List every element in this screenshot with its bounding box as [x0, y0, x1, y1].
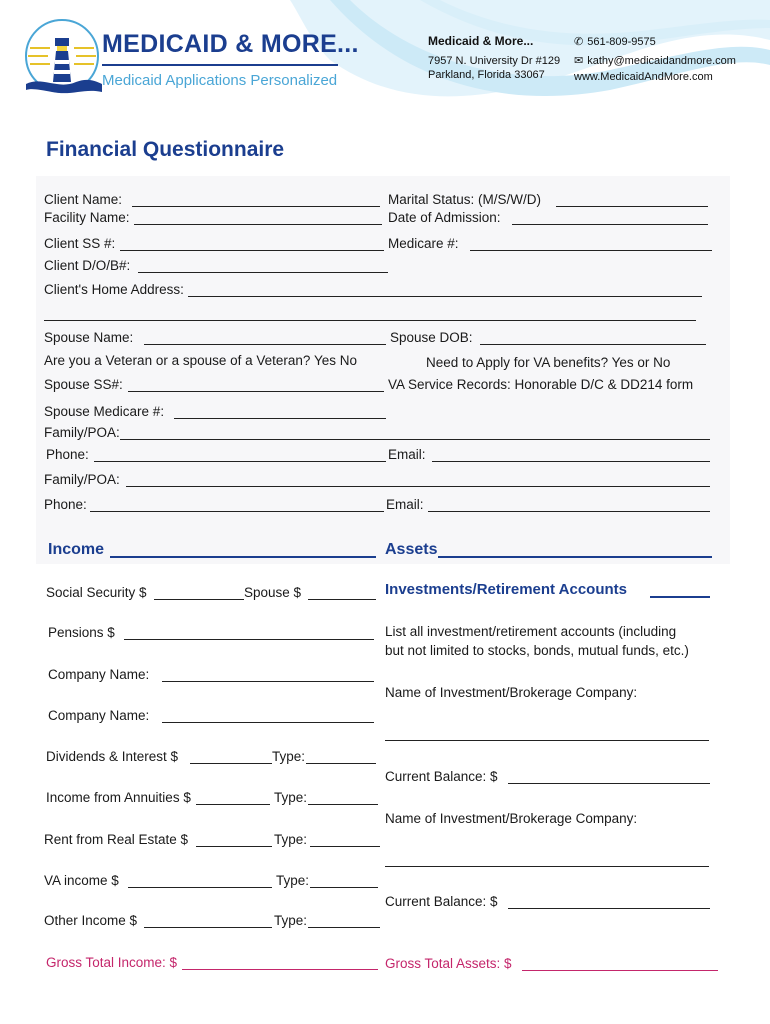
- home-address-field-line-2[interactable]: [44, 320, 696, 321]
- gross-total-assets-field[interactable]: [522, 970, 718, 971]
- medicare-field[interactable]: [470, 250, 712, 251]
- admission-date-field[interactable]: [512, 224, 708, 225]
- admission-date-label: Date of Admission:: [388, 210, 501, 225]
- va-income-label: VA income $: [44, 873, 119, 888]
- brokerage-field-2[interactable]: [385, 866, 709, 867]
- envelope-icon: ✉: [574, 55, 584, 67]
- client-dob-label: Client D/O/B#:: [44, 258, 131, 273]
- email-label-1: Email:: [388, 447, 426, 462]
- assets-heading-rule: [438, 556, 712, 558]
- income-heading: Income: [48, 541, 105, 558]
- annuities-type-field[interactable]: [308, 804, 378, 805]
- marital-status-field[interactable]: [556, 206, 708, 207]
- gross-total-income-label: Gross Total Income: $: [46, 955, 178, 970]
- pensions-field[interactable]: [124, 639, 374, 640]
- spouse-name-field[interactable]: [144, 344, 386, 345]
- brand-divider: [102, 64, 338, 66]
- investments-heading-rule: [650, 596, 710, 598]
- spouse-income-label: Spouse $: [244, 585, 302, 600]
- brokerage-label-1: Name of Investment/Brokerage Company:: [385, 685, 638, 700]
- annuities-type-label: Type:: [274, 790, 308, 805]
- va-income-type-field[interactable]: [310, 887, 378, 888]
- phone-icon: ✆: [574, 36, 584, 48]
- brokerage-label-2: Name of Investment/Brokerage Company:: [385, 811, 638, 826]
- balance-field-2[interactable]: [508, 908, 710, 909]
- family-poa-field-2[interactable]: [126, 486, 710, 487]
- investments-instructions-2: but not limited to stocks, bonds, mutual funds, etc.): [385, 643, 689, 658]
- home-address-field[interactable]: [188, 296, 702, 297]
- home-address-label: Client's Home Address:: [44, 282, 184, 297]
- spouse-medicare-field[interactable]: [174, 418, 386, 419]
- phone-number: 561-809-9575: [587, 36, 656, 48]
- facility-name-label: Facility Name:: [44, 210, 130, 225]
- gross-total-income-field[interactable]: [182, 969, 378, 970]
- balance-label-2: Current Balance: $: [385, 894, 498, 909]
- va-income-type-label: Type:: [276, 873, 310, 888]
- rent-type-field[interactable]: [310, 846, 380, 847]
- email-field-2[interactable]: [428, 511, 710, 512]
- family-poa-label-1: Family/POA:: [44, 425, 120, 440]
- dividends-type-field[interactable]: [306, 763, 376, 764]
- phone-label-1: Phone:: [46, 447, 89, 462]
- dividends-field[interactable]: [190, 763, 272, 764]
- pensions-label: Pensions $: [48, 625, 115, 640]
- investments-instructions-1: List all investment/retirement accounts (including: [385, 624, 677, 639]
- va-benefits-question[interactable]: Need to Apply for VA benefits? Yes or No: [426, 355, 671, 370]
- dividends-type-label: Type:: [272, 749, 306, 764]
- client-name-label: Client Name:: [44, 192, 123, 207]
- rent-field[interactable]: [196, 846, 272, 847]
- income-heading-rule: [110, 556, 376, 558]
- veteran-question[interactable]: Are you a Veteran or a spouse of a Veteran? Yes No: [44, 353, 357, 368]
- spouse-income-field[interactable]: [308, 599, 376, 600]
- spouse-medicare-label: Spouse Medicare #:: [44, 404, 165, 419]
- spouse-ss-label: Spouse SS#:: [44, 377, 123, 392]
- balance-field-1[interactable]: [508, 783, 710, 784]
- balance-label-1: Current Balance: $: [385, 769, 498, 784]
- family-poa-label-2: Family/POA:: [44, 472, 120, 487]
- va-income-field[interactable]: [128, 887, 272, 888]
- brand-name: MEDICAID & MORE...: [102, 30, 359, 58]
- company-name-label-1: Company Name:: [48, 667, 150, 682]
- email-address[interactable]: kathy@medicaidandmore.com: [587, 55, 736, 67]
- other-income-label: Other Income $: [44, 913, 138, 928]
- client-dob-field[interactable]: [138, 272, 388, 273]
- email-field-1[interactable]: [432, 461, 710, 462]
- address-line-1: 7957 N. University Dr #129: [428, 55, 561, 67]
- brokerage-field-1[interactable]: [385, 740, 709, 741]
- spouse-dob-field[interactable]: [480, 344, 706, 345]
- spouse-name-label: Spouse Name:: [44, 330, 134, 345]
- company-name-label-2: Company Name:: [48, 708, 150, 723]
- client-name-field[interactable]: [132, 206, 380, 207]
- client-ss-label: Client SS #:: [44, 236, 116, 251]
- phone-contact: [574, 35, 656, 48]
- spouse-dob-label: Spouse DOB:: [390, 330, 473, 345]
- page-title: Financial Questionnaire: [46, 138, 285, 161]
- va-records-label: VA Service Records: Honorable D/C & DD214 form: [388, 377, 694, 392]
- other-income-field[interactable]: [144, 927, 272, 928]
- rent-type-label: Type:: [274, 832, 308, 847]
- other-income-type-label: Type:: [274, 913, 308, 928]
- family-poa-field-1[interactable]: [120, 439, 710, 440]
- email-label-2: Email:: [386, 497, 424, 512]
- medicare-label: Medicare #:: [388, 236, 459, 251]
- company-name-field-2[interactable]: [162, 722, 374, 723]
- email-contact: [574, 54, 736, 67]
- company-name-field-1[interactable]: [162, 681, 374, 682]
- gross-total-assets-label: Gross Total Assets: $: [385, 956, 512, 971]
- website-link[interactable]: www.MedicaidAndMore.com: [574, 71, 713, 83]
- brand-tagline: Medicaid Applications Personalized: [102, 72, 338, 89]
- personal-info-panel: [36, 176, 730, 564]
- phone-label-2: Phone:: [44, 497, 87, 512]
- annuities-label: Income from Annuities $: [46, 790, 191, 805]
- phone-field-1[interactable]: [94, 461, 386, 462]
- phone-field-2[interactable]: [90, 511, 384, 512]
- annuities-field[interactable]: [196, 804, 270, 805]
- dividends-label: Dividends & Interest $: [46, 749, 179, 764]
- facility-name-field[interactable]: [134, 224, 382, 225]
- rent-label: Rent from Real Estate $: [44, 832, 189, 847]
- marital-status-label: Marital Status: (M/S/W/D): [388, 192, 542, 207]
- social-security-field[interactable]: [154, 599, 244, 600]
- address-line-2: Parkland, Florida 33067: [428, 69, 545, 81]
- client-ss-field[interactable]: [120, 250, 384, 251]
- other-income-type-field[interactable]: [308, 927, 380, 928]
- spouse-ss-field[interactable]: [128, 391, 384, 392]
- social-security-label: Social Security $: [46, 585, 147, 600]
- assets-heading: Assets: [385, 541, 438, 558]
- company-name: Medicaid & More...: [428, 34, 534, 48]
- investments-heading: Investments/Retirement Accounts: [385, 581, 628, 598]
